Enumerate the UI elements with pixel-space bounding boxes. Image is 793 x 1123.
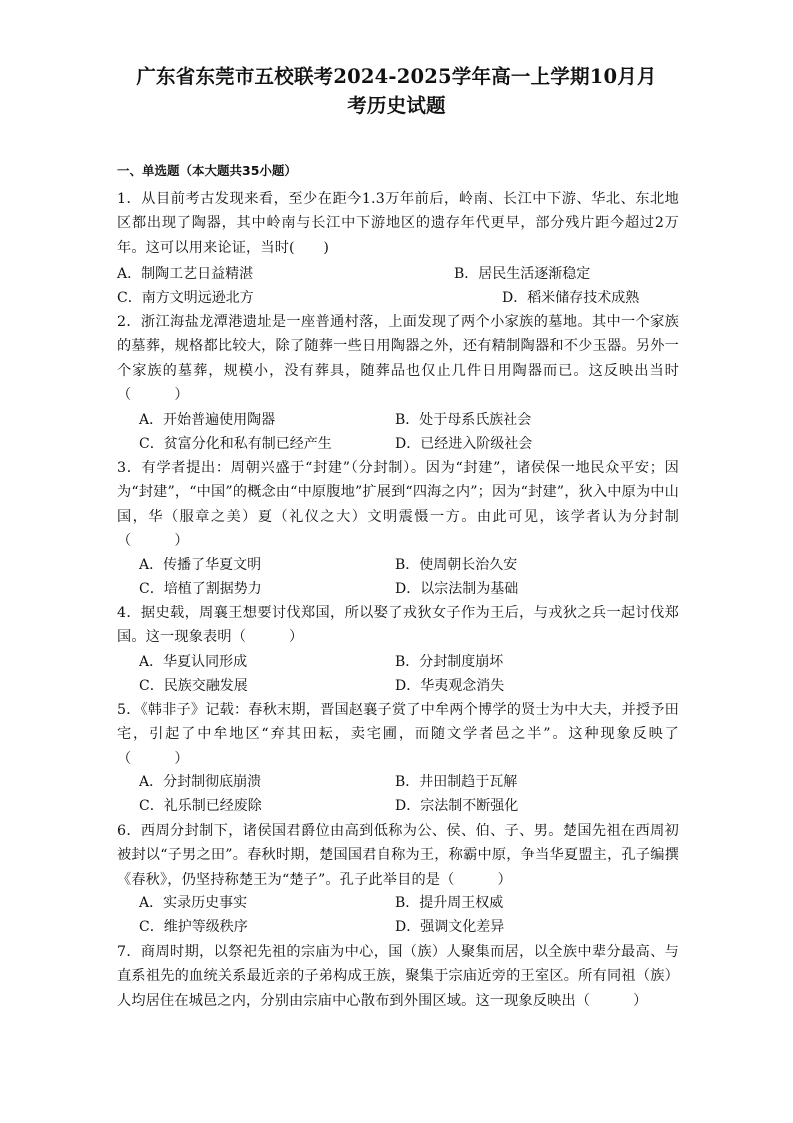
option-c: C．民族交融发展	[139, 678, 248, 695]
option-b: B．分封制度崩坏	[395, 654, 504, 670]
question-1-options	[117, 262, 679, 311]
question-5-options	[117, 770, 679, 819]
option-c: C．培植了割据势力	[139, 581, 262, 598]
option-a: A．华夏认同形成	[139, 654, 248, 670]
option-a: A．开始普遍使用陶器	[139, 412, 276, 428]
question-7-stem: 7．商周时期，以祭祀先祖的宗庙为中心，国（族）人聚集而居，以全族中辈分最高、与直系祖先的血统关系最近亲的子弟构成王族，聚集于宗庙近旁的王室区。所有同祖（族）人均居住在城邑之内，分别由宗庙中心散布到外围区域。这一现象反映出（ ）	[117, 944, 679, 1009]
question-3-stem: 3．有学者提出：周朝兴盛于“封建”（分封制）。因为“封建”，诸侯保一地民众平安；因为“封建”，“中国”的概念由“中原腹地”扩展到“四海之内”；因为“封建”，狄入中原为中山国，华（服章之美）夏（礼仪之大）文明震慑一方。由此可见，该学者认为分封制（ ）	[117, 460, 679, 549]
option-d: D．华夷观念消失	[395, 678, 505, 695]
option-a: A．制陶工艺日益精湛	[117, 266, 254, 282]
option-b: B．提升周王权威	[395, 895, 504, 911]
question-5-stem: 5．《韩非子》记载：春秋末期，晋国赵襄子赏了中牟两个博学的贤士为中大夫，并授予田宅，引起了中牟地区“弃其田耘，卖宅圃，而随文学者邑之半”。这种现象反映了（ ）	[117, 702, 679, 767]
option-b: B．井田制趋于瓦解	[395, 774, 518, 790]
option-c: C．南方文明远逊北方	[117, 290, 254, 307]
question-6-stem: 6．西周分封制下，诸侯国君爵位由高到低称为公、侯、伯、子、男。楚国先祖在西周初被封以“子男之田”。春秋时期，楚国国君自称为王，称霸中原，争当华夏盟主，孔子编撰《春秋》，仍坚持称楚王为“楚子”。孔子此举目的是（ ）	[117, 823, 679, 888]
option-d: D．稻米储存技术成熟	[502, 290, 640, 307]
option-b: B．居民生活逐渐稳定	[454, 266, 591, 282]
document-title	[100, 62, 693, 120]
option-c: C．贫富分化和私有制已经产生	[139, 436, 332, 453]
option-d: D．宗法制不断强化	[395, 798, 519, 815]
option-a: A．实录历史事实	[139, 895, 248, 911]
option-a: A．分封制彻底崩溃	[139, 774, 262, 790]
title-line-2: 考历史试题	[347, 94, 446, 117]
option-d: D．以宗法制为基础	[395, 581, 519, 598]
question-1-stem: 1．从目前考古发现来看，至少在距今1.3万年前后，岭南、长江中下游、华北、东北地区都出现了陶器，其中岭南与长江中下游地区的遗存年代更早，部分残片距今超过2万年。这可以用来论证，当时( )	[117, 191, 679, 256]
section-heading: 一、单选题（本大题共35小题）	[117, 163, 297, 178]
question-2-stem: 2．浙江海盐龙潭港遗址是一座普通村落，上面发现了两个小家族的墓地。其中一个家族的墓葬，规格都比较大，除了随葬一些日用陶器之外，还有精制陶器和不少玉器。另外一个家族的墓葬，规模小，没有葬具，随葬品也仅止几件日用陶器而已。这反映出当时（ ）	[117, 314, 679, 403]
question-4-stem: 4．据史载，周襄王想要讨伐郑国，所以娶了戎狄女子作为王后，与戎狄之兵一起讨伐郑国。这一现象表明（ ）	[117, 605, 679, 646]
question-4-options	[117, 650, 679, 699]
question-6-options	[117, 891, 679, 940]
question-3-options	[117, 553, 679, 602]
title-line-1: 广东省东莞市五校联考2024-2025学年高一上学期10月月	[136, 65, 657, 88]
option-d: D．已经进入阶级社会	[395, 436, 533, 453]
option-a: A．传播了华夏文明	[139, 557, 262, 573]
option-c: C．礼乐制已经废除	[139, 798, 262, 815]
question-2-options	[117, 408, 679, 457]
option-b: B．处于母系氏族社会	[395, 412, 532, 428]
option-c: C．维护等级秩序	[139, 919, 248, 936]
option-d: D．强调文化差异	[395, 919, 505, 936]
option-b: B．使周朝长治久安	[395, 557, 518, 573]
